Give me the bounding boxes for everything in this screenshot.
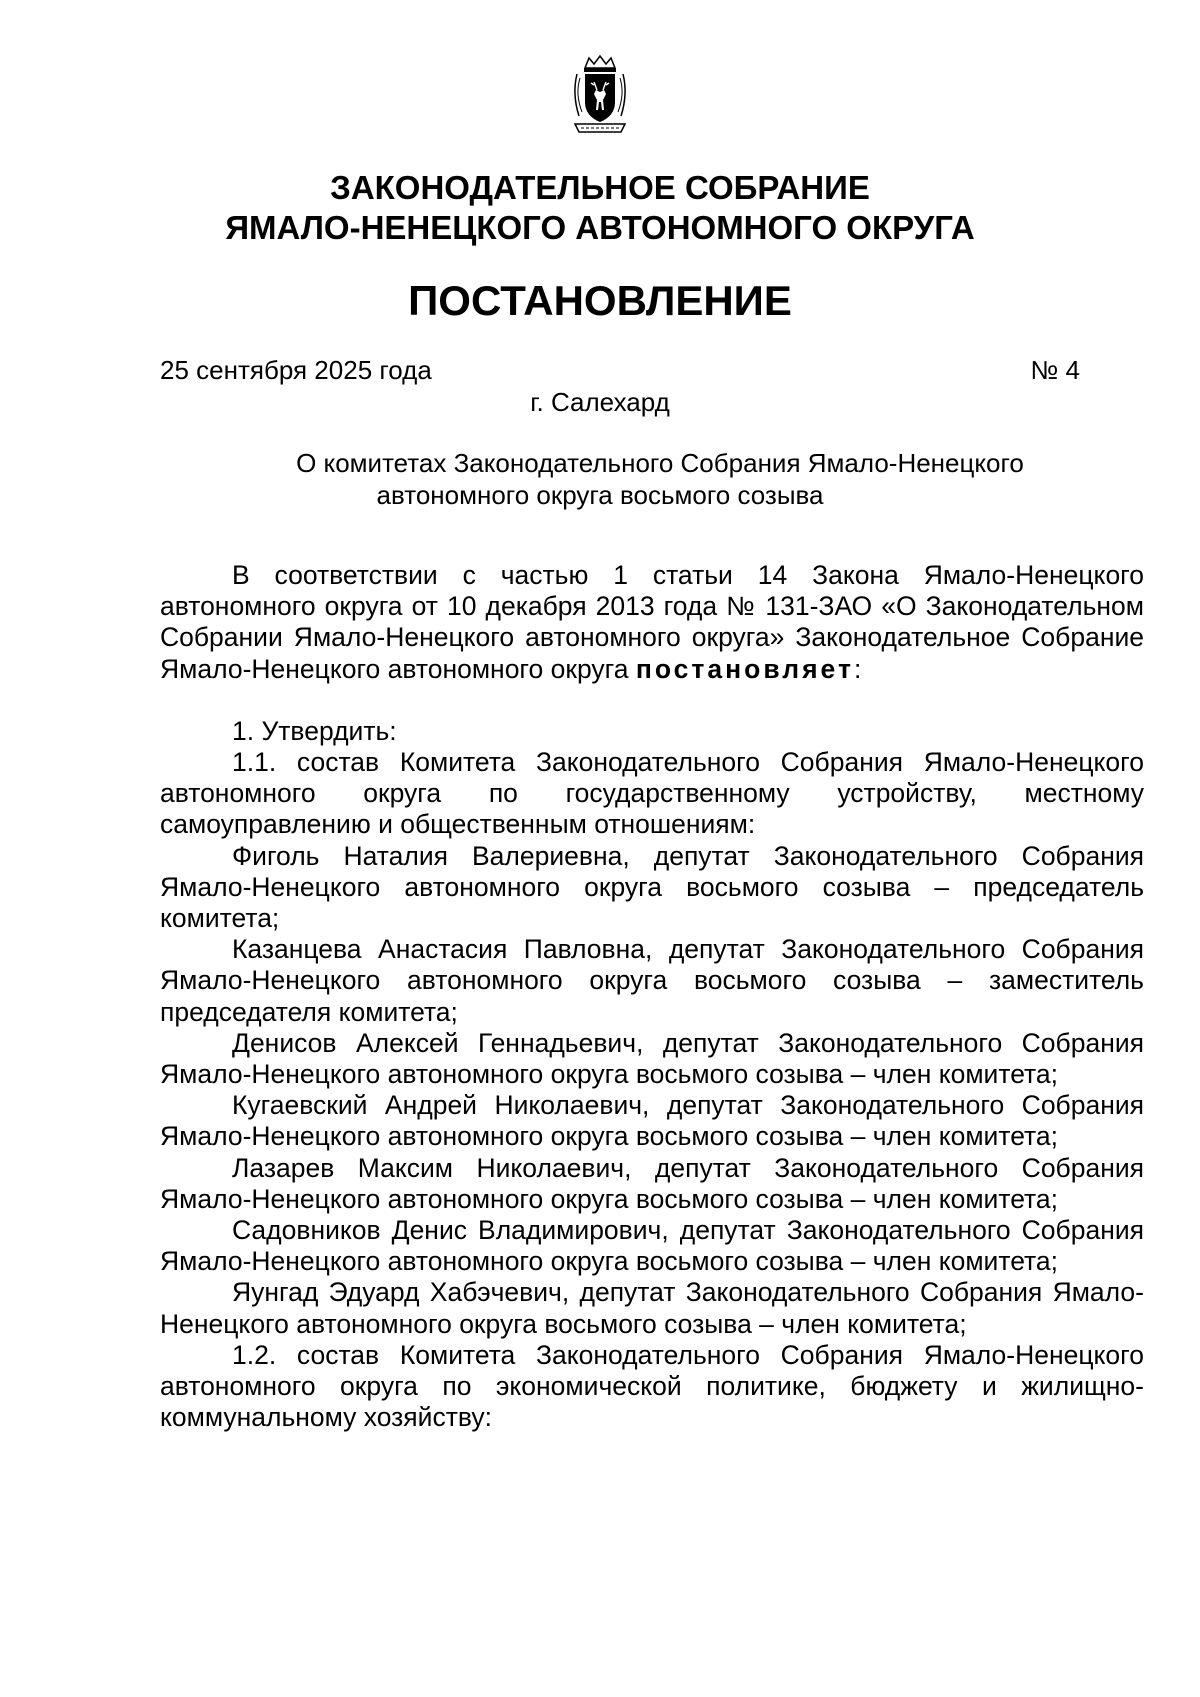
document-city: г. Салехард (530, 387, 670, 417)
document-date: 25 сентября 2025 года (160, 355, 432, 385)
preamble-paragraph (160, 560, 1144, 685)
member-paragraph: Садовников Денис Владимирович, депутат Законодательного Собрания Ямало-Ненецкого автономного округа восьмого созыва – член комитета; (160, 1215, 1144, 1277)
subject-line-2: автономного округа восьмого созыва (376, 480, 824, 510)
document-subject (0, 447, 1200, 511)
preamble-text: В соответствии с частью 1 статьи 14 Закона Ямало-Ненецкого автономного округа от 10 декабря 2013 года № 131-ЗАО «О Законодательном Собрании Ямало-Ненецкого автономного округа» Законодательное Собрание Ямало-Ненецкого автономного округа (160, 560, 1144, 684)
item-1-1: 1.1. состав Комитета Законодательного Собрания Ямало-Ненецкого автономного округа по государственному устройству, местному самоуправлению и общественным отношениям: (160, 747, 1144, 840)
item-1-2: 1.2. состав Комитета Законодательного Собрания Ямало-Ненецкого автономного округа по экономической политике, бюджету и жилищно-коммунальному хозяйству: (160, 1339, 1144, 1433)
document-number: № 4 (1030, 355, 1080, 385)
header-line-1: ЗАКОНОДАТЕЛЬНОЕ СОБРАНИЕ (330, 169, 870, 206)
document-type-title: ПОСТАНОВЛЕНИЕ (408, 277, 792, 324)
preamble-suffix: : (853, 653, 862, 684)
member-paragraph: Фиголь Наталия Валериевна, депутат Законодательного Собрания Ямало-Ненецкого автономного округа восьмого созыва – председатель комитета; (160, 840, 1144, 934)
member-paragraph: Казанцева Анастасия Павловна, депутат Законодательного Собрания Ямало-Ненецкого автономного округа восьмого созыва – заместитель председателя комитета; (160, 934, 1144, 1027)
coat-of-arms-emblem (569, 54, 631, 138)
member-paragraph: Денисов Алексей Геннадьевич, депутат Законодательного Собрания Ямало-Ненецкого автономного округа восьмого созыва – член комитета; (160, 1027, 1144, 1090)
item-1: 1. Утвердить: (232, 715, 397, 746)
decision-word: постановляет (635, 653, 854, 684)
organization-header (0, 168, 1200, 248)
member-paragraph: Яунгад Эдуард Хабэчевич, депутат Законодательного Собрания Ямало-Ненецкого автономного округа восьмого созыва – член комитета; (160, 1277, 1144, 1339)
document-body (160, 560, 1144, 1433)
member-paragraph: Лазарев Максим Николаевич, депутат Законодательного Собрания Ямало-Ненецкого автономного округа восьмого созыва – член комитета; (160, 1152, 1144, 1214)
subject-line-1: О комитетах Законодательного Собрания Ямало-Ненецкого (296, 448, 1024, 478)
header-line-2: ЯМАЛО-НЕНЕЦКОГО АВТОНОМНОГО ОКРУГА (225, 209, 975, 246)
member-paragraph: Кугаевский Андрей Николаевич, депутат Законодательного Собрания Ямало-Ненецкого автономного округа восьмого созыва – член комитета; (160, 1090, 1144, 1152)
